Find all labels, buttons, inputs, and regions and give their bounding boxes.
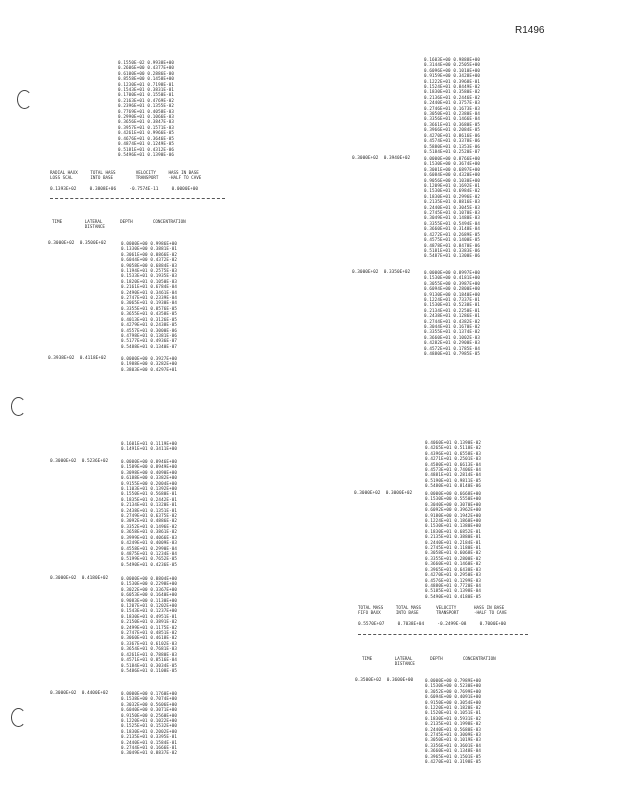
bottomright-summary-values: 0.5570E+07 0.7038E+04 -0.2499E-08 0.7000E+00 (358, 622, 507, 627)
divider (50, 198, 225, 199)
bottomright-group2-lines: 0.0000E+00 0.7989E+00 0.1530E+00 0.5230E+00 0.3052E+00 0.7699E+00 0.6094E+00 0.4091E+00 0.9150E+00 0.3054E+00 0.1220E+01 0.1820E-02 0.1520E+01 0.1051E-01 0.1830E+01 0.5931E-02 0.2135E+01 0.1998E-02 0.2440E+01 0.5680E-03 0.2745E+01 0.3009E-03 0.3050E+01 0.1019E-03 0.3356E+01 0.3601E-04 0.3660E+01 0.1348E-04 0.3965E+01 0.1501E-05 0.4270E+01 0.3198E-05 (425, 678, 482, 765)
topleft-summary-header: RADIAL HAXX TOTAL HASS VELOCITY HASS IN BASE LOSS SCAL INTO BASE TRANSPORT -HALF TO CAVE (50, 170, 202, 180)
bottomleft-group2-lines: 0.0000E+00 0.8804E+00 0.1530E+00 0.2298E+00 0.3022E+00 0.3367E+00 0.6053E+00 0.1640E+00 0.9083E+00 0.1130E+00 0.1207E+01 0.1202E+00 0.1543E+01 0.1237E+00 0.1830E+01 0.4951E-01 0.2150E+01 0.3891E-02 0.2499E+01 0.1175E-02 0.2747E+01 0.4851E-02 0.3060E+01 0.4618E-02 0.3367E+01 0.6102E-03 0.3654E+01 0.7681E-03 0.4261E+01 0.7880E-03 0.4571E+01 0.8516E-04 0.5184E+01 0.3034E-05 0.5486E+01 0.1108E-05 (121, 576, 178, 673)
document-id: R1496 (515, 25, 545, 36)
topleft-data-lines: 0.1550E-02 0.9938E+00 0.2606E+00 0.4377E+00 0.6100E+00 0.2886E-00 0.8558E+00 0.1458E+00 0.1230E+01 0.7198E-01 0.1543E+01 0.3831E-01 0.1700E+01 0.1550E-01 0.2163E+01 0.4769E-02 0.2396E+01 0.1355E-02 0.7769E+01 0.4058E-03 0.2990E+01 0.1066E-03 0.3656E+01 0.3847E-03 0.3957E+01 0.1571E-03 0.4261E+01 0.9966E-05 0.4676E+01 0.3646E-05 0.4874E+01 0.1249E-05 0.5181E+01 0.4312E-06 0.5496E+01 0.1390E-06 (118, 60, 175, 157)
topright-group1-label: 0.3000E+02 0.3940E+02 (352, 156, 411, 161)
bottomright-group2-label: 0.3500E+02 0.3600E+00 (355, 678, 414, 683)
topright-group2-label: 0.3000E+02 0.3350E+02 (352, 270, 411, 275)
topleft-group1-label: 0.3000E+02 0.3500E+02 (48, 241, 107, 246)
bottomleft-group3-lines: 0.0000E+00 0.1760E+00 0.1538E+00 0.7074E+00 0.3032E+00 0.5606E+00 0.6040E+00 0.3071E+00 0.9150E+00 0.2560E+00 0.1220E+01 0.1022E+00 0.1525E+01 0.1532E+00 0.1830E+01 0.2002E+00 0.2135E+01 0.3395E-01 0.2440E+01 0.1584E-01 0.2744E+01 0.1666E-01 0.3049E+01 0.8837E-02 (121, 691, 178, 756)
bottomleft-group3-label: 0.3000E+02 0.4400E+02 (50, 691, 109, 696)
topleft-group2-label: 0.3938E+02 0.4118E+02 (48, 356, 107, 361)
topleft-table-header: TIME LATERAL DEPTH CONCENTRATION DISTANCE (52, 219, 186, 229)
punch-hole (11, 708, 26, 727)
topleft-summary-values: 0.1393E+02 0.3808E+06 -0.7574E-11 0.0000E+00 (50, 187, 199, 192)
punch-hole (17, 90, 32, 109)
bottomleft-group1-lines: 0.0000E+00 0.8946E+00 0.1589E+00 0.8949E+00 0.3098E+00 0.4090E+00 0.6188E+00 0.3382E+00 0.9155E+00 0.2004E+00 0.1103E+01 0.1392E+00 0.1550E+01 0.5680E-01 0.1835E+01 0.2442E-01 0.2134E+01 0.1320E-01 0.2438E+01 0.1351E-01 0.2749E+01 0.6375E-02 0.3092E+01 0.4886E-02 0.3352E+01 0.1496E-02 0.3658E+01 0.3861E-02 0.3999E+01 0.4066E-03 0.4249E+01 0.4009E-03 0.4558E+01 0.2990E-04 0.4875E+01 0.1234E-04 0.5199E+01 0.7652E-05 0.5490E+01 0.4236E-05 (121, 459, 178, 567)
divider (358, 634, 528, 635)
bottomright-table-header: TIME LATERAL DEPTH CONCENTRATION DISTANCE (362, 656, 496, 666)
topright-group1-lines: 0.0000E+00 0.8766E+00 0.1530E+00 0.3674E+00 0.3001E+00 0.6897E+00 0.6084E+00 0.4320E+00 0.9056E+00 0.1030E+00 0.1209E+01 0.1692E-01 0.1530E+01 0.6984E-02 0.1830E+01 0.2996E-02 0.2135E+01 0.8816E-03 0.2440E+01 0.3045E-03 0.2745E+01 0.1070E-03 0.3049E+01 0.1480E-03 0.3355E+01 0.5494E-04 0.3660E+01 0.3148E-04 0.4272E+01 0.2689E-05 0.4575E+01 0.1400E-05 0.4878E+01 0.8470E-06 0.5181E+01 0.3383E-06 0.5487E+01 0.1300E-06 (424, 156, 481, 259)
bottomright-summary-header: TOTAL MASS TOTAL MASS VELOCITY HASS IN BASE FIFO BAXX INTO BASE TRANSPORT -HALF TO CAVE (358, 605, 507, 615)
bottomright-group1-label: 0.3000E+02 0.3000E+02 (354, 491, 413, 496)
topright-group2-lines: 0.0000E+00 0.8997E+00 0.1530E+00 0.4181E+00 0.3055E+00 0.3987E+00 0.6094E+00 0.2800E+00 0.9130E+00 0.1840E+00 0.1224E+01 0.7337E-01 0.1530E+01 0.5238E-01 0.2134E+01 0.2250E-01 0.2438E+01 0.1286E-01 0.2744E+01 0.4382E-02 0.3044E+01 0.1670E-02 0.3355E+01 0.1374E-02 0.3660E+01 0.1002E-03 0.4282E+01 0.2900E-03 0.4572E+01 0.1785E-04 0.4880E+01 0.7985E-05 (424, 270, 481, 357)
bottomleft-group1-label: 0.3000E+02 0.5236E+02 (50, 459, 109, 464)
bottomleft-group2-label: 0.3000E+02 0.4180E+02 (50, 576, 109, 581)
bottomright-group1-lines: 0.0000E+00 0.6668E+00 0.1530E+00 0.5550E+00 0.3040E+00 0.3070E+00 0.6092E+00 0.3962E+00 0.9180E+00 0.1942E+00 0.1224E+01 0.1860E+00 0.1530E+01 0.1380E+00 0.1830E+01 0.6852E-01 0.2135E+01 0.3880E-01 0.2440E+01 0.2184E-01 0.2745E+01 0.1180E-01 0.3058E+01 0.6068E-02 0.3355E+01 0.2800E-02 0.3660E+01 0.1460E-02 0.3965E+01 0.6430E-03 0.4270E+01 0.2950E-03 0.4576E+01 0.1299E-03 0.4880E+01 0.7720E-04 0.5185E+01 0.1398E-04 0.5490E+01 0.4180E-05 (425, 491, 482, 599)
bottomleft-pre-lines: 0.1601E+01 0.1119E+00 0.1491E+01 0.3411E+00 (121, 441, 178, 452)
bottomright-pre-lines: 0.4060E+01 0.1390E-02 0.4265E+01 0.5118E-02 0.4396E+01 0.6558E-03 0.4271E+01 0.2501E-03 0.4580E+01 0.6613E-04 0.4573E+01 0.7406E-04 0.4881E+01 0.2814E-04 0.5190E+01 0.9811E-05 0.5480E+01 0.8140E-06 (425, 440, 482, 489)
topleft-group1-lines: 0.0000E+00 0.9986E+00 0.1330E+00 0.3881E-01 0.3061E+00 0.8866E-02 0.6044E+00 0.4372E-02 0.9058E+00 0.6884E-03 0.1194E+01 0.2575E-03 0.1533E+01 0.1935E-03 0.1820E+01 0.1050E-03 0.2161E+01 0.6784E-04 0.2490E+01 0.3461E-04 0.2747E+01 0.2339E-04 0.3065E+01 0.1930E-04 0.3355E+01 0.8576E-05 0.3655E+01 0.4358E-05 0.4013E+01 0.3126E-05 0.4279E+01 0.2438E-05 0.4557E+01 0.3000E-06 0.4798E+01 0.1381E-06 0.5177E+01 0.4936E-07 0.5488E+01 0.1340E-07 (121, 241, 178, 349)
topleft-group2-lines: 0.0000E+00 0.3927E+00 0.1988E+00 0.3282E+00 0.3803E+00 0.4297E+01 (121, 356, 178, 372)
topright-data-lines: 0.1603E+00 0.9888E+00 0.3144E+00 0.2505E+00 0.6096E+00 0.1010E+00 0.9159E+00 0.3428E+00 0.1222E+01 0.3968E-01 0.1524E+01 0.8449E-02 0.1830E+01 0.3580E-02 0.2136E+01 0.2446E-02 0.2440E+01 0.3757E-03 0.2746E+01 0.1673E-03 0.3050E+01 0.2380E-04 0.3356E+01 0.1466E-04 0.3661E+01 0.3680E-05 0.3966E+01 0.2084E-05 0.4270E+01 0.8616E-06 0.4574E+01 0.3378E-06 0.5880E+01 0.1353E-06 0.5184E+01 0.2520E-07 (424, 57, 481, 154)
punch-hole (11, 397, 26, 416)
